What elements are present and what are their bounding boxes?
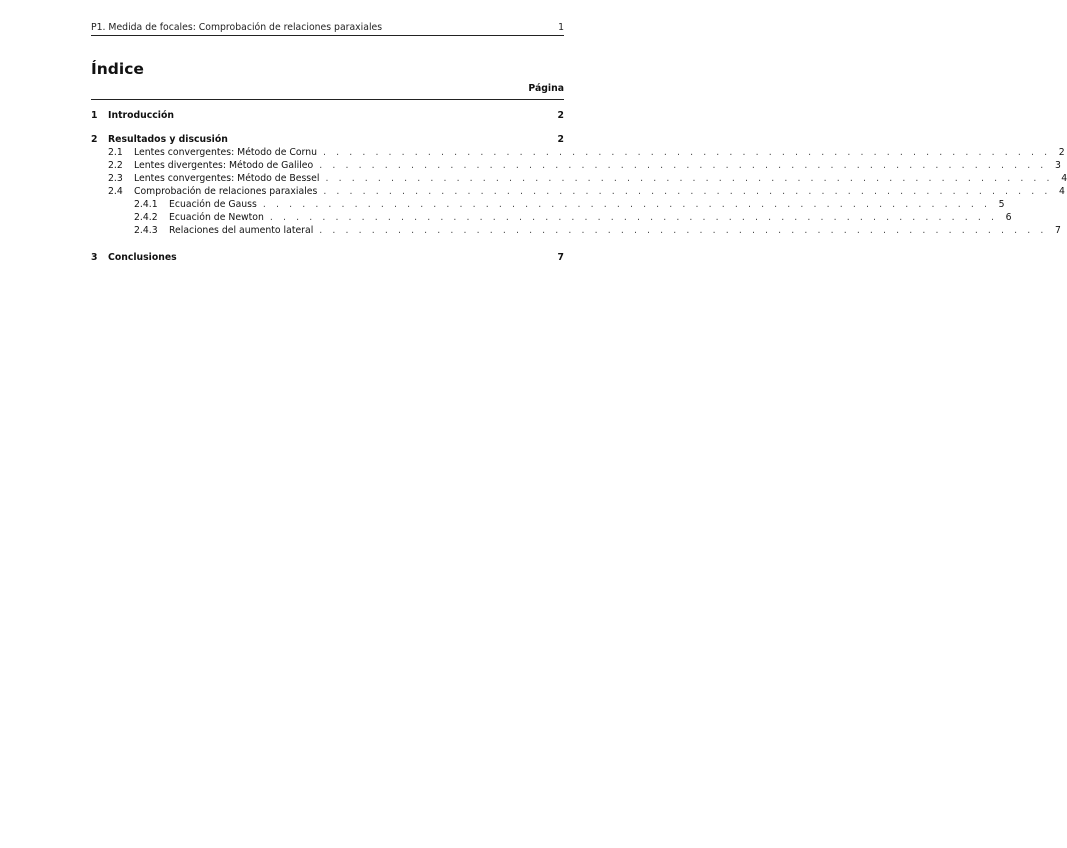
- toc-dot-leader: . . . . . . . . . . . . . . . . . . . . . . . . . . . . . . . . . . . . . . . . . . . . . . . . . . . . . . . .: [319, 225, 1047, 236]
- toc-entry-page: 4: [1059, 186, 1065, 197]
- toc-entry-aumento-lateral[interactable]: [91, 224, 1061, 237]
- running-header-title: P1. Medida de focales: Comprobación de relaciones paraxiales: [91, 22, 383, 33]
- toc-entry-number: 2.4: [108, 186, 123, 197]
- toc-entry-introduccion[interactable]: [91, 109, 564, 122]
- toc-entry-number: 3: [91, 252, 98, 263]
- toc-entry-page: 7: [557, 252, 564, 263]
- toc-dot-leader: . . . . . . . . . . . . . . . . . . . . . . . . . . . . . . . . . . . . . . . . . . . . . . . . . . . . . . . .: [323, 147, 1051, 158]
- toc-page-column-label: Página: [528, 83, 564, 94]
- toc-entry-galileo[interactable]: [91, 159, 1061, 172]
- toc-entry-number: 1: [91, 110, 98, 121]
- toc-entry-resultados[interactable]: [91, 133, 564, 146]
- toc-entry-page: 6: [1005, 212, 1012, 223]
- toc-entry-page: 2: [1058, 147, 1065, 158]
- toc-entry-number: 2.2: [108, 160, 123, 171]
- toc-entry-bessel[interactable]: [91, 172, 1067, 185]
- toc-entry-number: 2.4.1: [134, 199, 158, 210]
- toc-entry-page: 5: [998, 199, 1005, 210]
- toc-entry-title: Ecuación de Newton: [169, 212, 264, 223]
- toc-entry-page: 2: [557, 134, 564, 145]
- toc-entry-page: 2: [557, 110, 564, 121]
- toc-entry-page: 7: [1055, 225, 1061, 236]
- toc-entry-number: 2.3: [108, 173, 123, 184]
- toc-dot-leader: . . . . . . . . . . . . . . . . . . . . . . . . . . . . . . . . . . . . . . . . . . . . . . . . . . . . . . . .: [262, 199, 991, 210]
- document-page: [91, 0, 1067, 848]
- toc-entry-page: 3: [1054, 160, 1061, 171]
- toc-entry-number: 2.1: [108, 147, 123, 158]
- running-header-page-number: 1: [558, 22, 564, 33]
- toc-entry-title: Lentes divergentes: Método de Galileo: [134, 160, 314, 171]
- toc-entry-title: Ecuación de Gauss: [169, 199, 257, 210]
- toc-entry-gauss[interactable]: [91, 198, 1005, 211]
- toc-dot-leader: . . . . . . . . . . . . . . . . . . . . . . . . . . . . . . . . . . . . . . . . . . . . . . . . . . . . . . . .: [323, 186, 1051, 197]
- toc-entry-title: Resultados y discusión: [108, 134, 228, 145]
- toc-entry-relaciones-paraxiales[interactable]: [91, 185, 1065, 198]
- toc-entry-title: Comprobación de relaciones paraxiales: [134, 186, 318, 197]
- running-header: [91, 21, 564, 36]
- toc-entry-title: Relaciones del aumento lateral: [169, 225, 314, 236]
- toc-entry-number: 2.4.2: [134, 212, 158, 223]
- toc-entry-title: Lentes convergentes: Método de Cornu: [134, 147, 317, 158]
- toc-dot-leader: . . . . . . . . . . . . . . . . . . . . . . . . . . . . . . . . . . . . . . . . . . . . . . . . . . . . . . . .: [269, 212, 998, 223]
- toc-entry-title: Lentes convergentes: Método de Bessel: [134, 173, 320, 184]
- toc-dot-leader: . . . . . . . . . . . . . . . . . . . . . . . . . . . . . . . . . . . . . . . . . . . . . . . . . . . . . . . .: [325, 173, 1054, 184]
- toc-dot-leader: . . . . . . . . . . . . . . . . . . . . . . . . . . . . . . . . . . . . . . . . . . . . . . . . . . . . . . . .: [319, 160, 1047, 171]
- toc-entry-cornu[interactable]: [91, 146, 1065, 159]
- toc-heading: Índice: [91, 60, 144, 78]
- toc-entry-number: 2.4.3: [134, 225, 158, 236]
- toc-rule: [91, 99, 564, 100]
- toc-entry-title: Introducción: [108, 110, 174, 121]
- toc-entry-number: 2: [91, 134, 98, 145]
- toc-entry-page: 4: [1061, 173, 1067, 184]
- toc-entry-newton[interactable]: [91, 211, 1012, 224]
- toc-entry-conclusiones[interactable]: [91, 251, 564, 264]
- toc-entry-title: Conclusiones: [108, 252, 177, 263]
